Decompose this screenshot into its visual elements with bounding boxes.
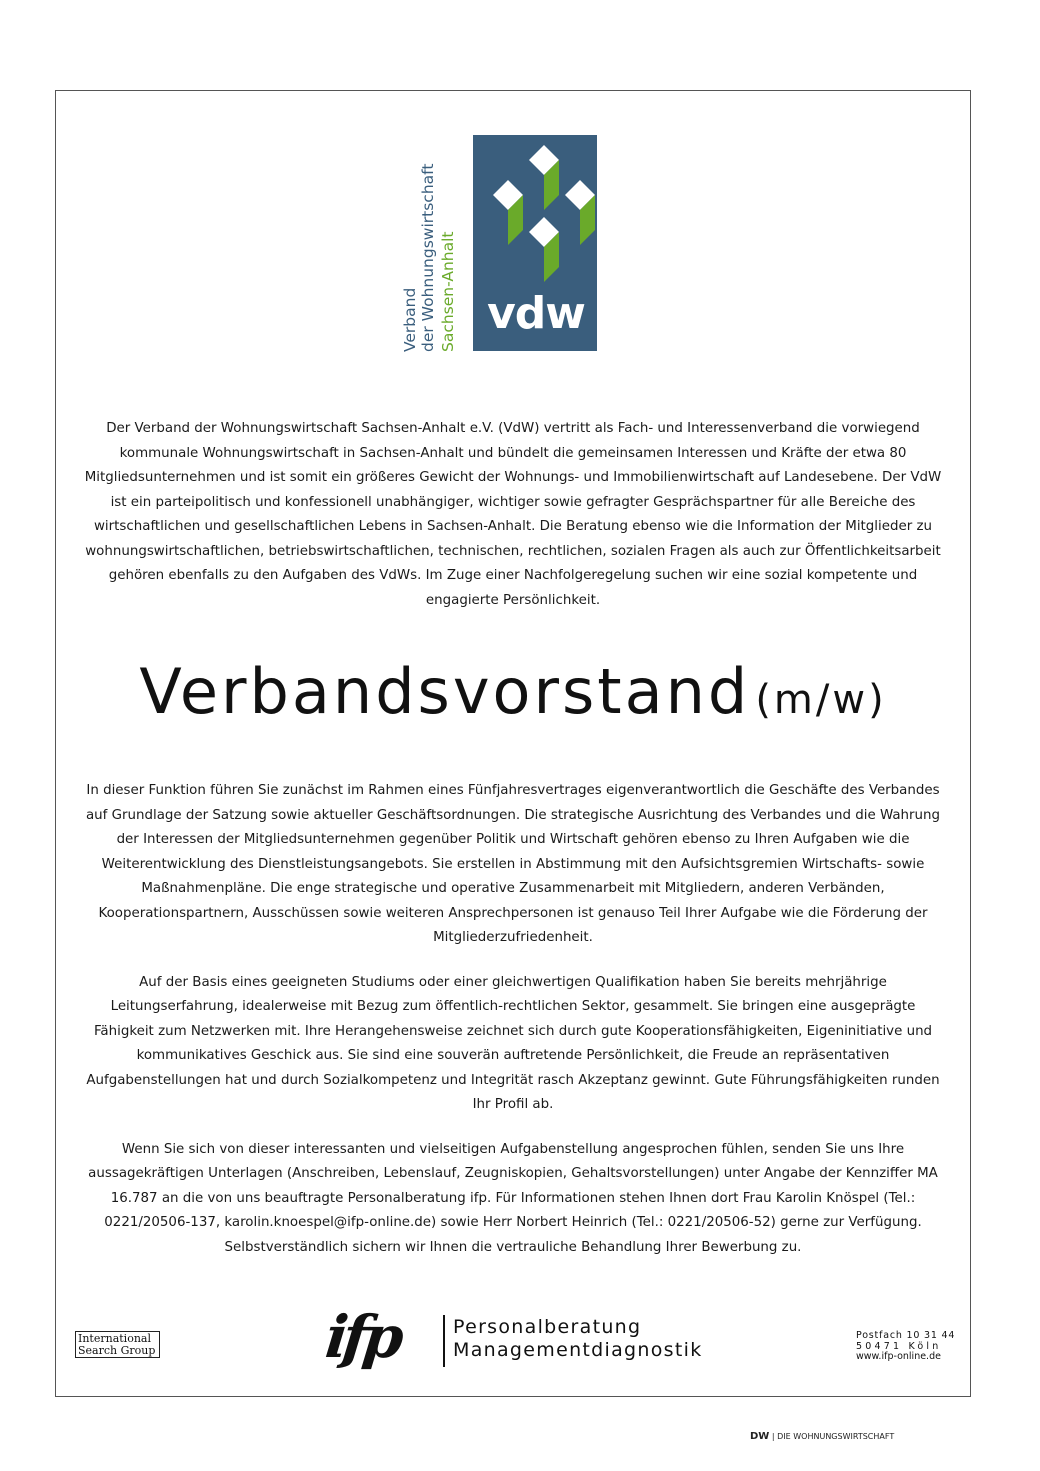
vdw-mark-text: vdw xyxy=(487,288,585,339)
isg-line2: Search Group xyxy=(78,1343,156,1357)
ifp-tagline-1: Personalberatung xyxy=(453,1316,642,1338)
publication-sep: | xyxy=(771,1432,775,1441)
vdw-logo xyxy=(396,135,600,352)
headline-suffix: (m/w) xyxy=(755,677,887,723)
paragraph-tasks: In dieser Funktion führen Sie zunächst im Rahmen eines Fünfjahresvertrages eigenverantwortlich die Geschäfte des Verbandes auf Grundlage der Satzung sowie aktueller Geschäftsordnungen. Die strategische Ausrichtung des Verbandes und die Wahrung der Interessen der Mitgliedsunternehmen gegenüber Politik und Wirtschaft gehören ebenso zu Ihren Aufgaben wie die Weiterentwicklung des Dienstleistungsangebots. Sie erstellen in Abstimmung mit den Aufsichtsgremien Wirtschafts- sowie Maßnahmenpläne. Die enge strategische und operative Zusammenarbeit mit Mitgliedern, anderen Verbänden, Kooperationspartnern, Ausschüssen sowie weiteren Ansprechpersonen ist genauso Teil Ihrer Aufgabe wie die Förderung der Mitgliederzufriedenheit. xyxy=(85,783,941,945)
vdw-logo-line1: Verband xyxy=(401,287,419,352)
address-line3: www.ifp-online.de xyxy=(856,1351,941,1362)
paragraph-profile: Auf der Basis eines geeigneten Studiums oder einer gleichwertigen Qualifikation haben Sie bereits mehrjährige Leitungserfahrung, idealerweise mit Bezug zum öffentlich-rechtlichen Sektor, gesammelt. Sie bringen eine ausgeprägte Fähigkeit zum Netzwerken mit. Ihre Herangehensweise zeichnet sich durch gute Kooperationsfähigkeiten, Eigeninitiative und kommunikatives Geschick aus. Sie sind eine souverän auftretende Persönlichkeit, die Freude an repräsentativen Aufgabenstellungen hat und durch Sozialkompetenz und Integrität rasch Akzeptanz gewinnt. Gute Führungsfähigkeiten runden Ihr Profil ab. xyxy=(86,974,940,1112)
vdw-logo-line2: der Wohnungswirtschaft xyxy=(419,163,437,352)
vdw-logo-text xyxy=(396,135,466,352)
address-line2: 50471 Köln xyxy=(856,1340,942,1352)
ifp-mark: ifp xyxy=(322,1303,403,1371)
headline-title: Verbandsvorstand xyxy=(139,655,751,728)
paragraph-contact: Wenn Sie sich von dieser interessanten und vielseitigen Aufgabenstellung angesprochen fühlen, senden Sie uns Ihre aussagekräftigen Unterlagen (Anschreiben, Lebenslauf, Zeugniskopien, Gehaltsvorstellungen) unter Angabe der Kennziffer MA 16.787 an die von uns beauftragte Personalberatung ifp. Für Informationen stehen Ihnen dort Frau Karolin Knöspel (Tel.: 0221/20506-137, karolin.knoespel@ifp-online.de) sowie Herr Norbert Heinrich (Tel.: 0221/20506-52) gerne zur Verfügung. Selbstverständlich sichern wir Ihnen die vertrauliche Behandlung Ihrer Bewerbung zu. xyxy=(88,1141,938,1255)
publication-mark xyxy=(750,1431,894,1442)
ifp-divider xyxy=(443,1315,445,1367)
isg-logo xyxy=(75,1331,160,1358)
ifp-tagline-2: Managementdiagnostik xyxy=(453,1339,703,1361)
isg-line1: International xyxy=(78,1332,151,1345)
postal-address xyxy=(856,1331,955,1363)
body-text xyxy=(80,779,946,1280)
address-line1: Postfach 10 31 44 xyxy=(856,1330,956,1341)
ifp-tagline xyxy=(453,1316,703,1362)
vdw-logo-mark xyxy=(473,135,597,351)
page-title xyxy=(55,655,971,728)
publication-brand: DW xyxy=(750,1431,770,1442)
intro-paragraph: Der Verband der Wohnungswirtschaft Sachsen-Anhalt e.V. (VdW) vertritt als Fach- und Interessenverband die vorwiegend kommunale Wohnungswirtschaft in Sachsen-Anhalt und bündelt die gemeinsamen Interessen und Kräfte der etwa 80 Mitgliedsunternehmen und ist somit ein größeres Gewicht der Wohnungs- und Immobilienwirtschaft auf Landesebene. Der VdW ist ein parteipolitisch und konfessionell unabhängiger, wichtiger sowie gefragter Gesprächspartner für alle Bereiche des wirtschaftlichen und gesellschaftlichen Lebens in Sachsen-Anhalt. Die Beratung ebenso wie die Information der Mitglieder zu wohnungswirtschaftlichen, betriebswirtschaftlichen, technischen, rechtlichen, sozialen Fragen als auch zur Öffentlichkeitsarbeit gehören ebenfalls zu den Aufgaben des VdWs. Im Zuge einer Nachfolgeregelung suchen wir eine sozial kompetente und engagierte Persönlichkeit. xyxy=(84,421,942,608)
ifp-logo xyxy=(322,1303,441,1371)
vdw-logo-line3: Sachsen-Anhalt xyxy=(439,231,457,352)
publication-name: DIE WOHNUNGSWIRTSCHAFT xyxy=(777,1432,895,1441)
